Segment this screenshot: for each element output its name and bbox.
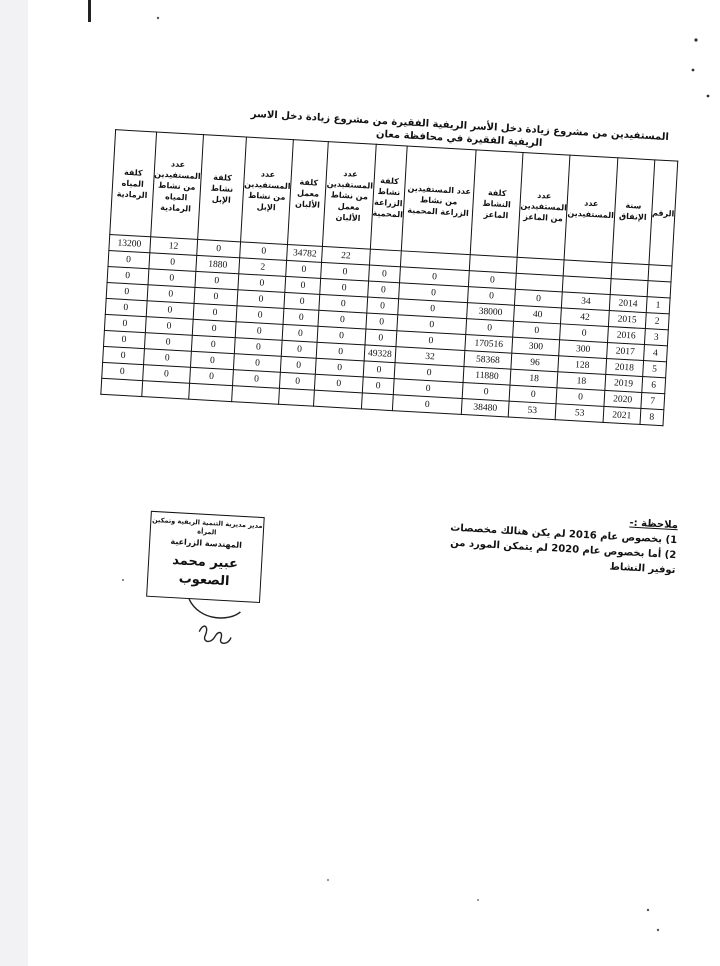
table-cell: 0 [234,338,282,357]
table-cell [100,378,142,396]
table-cell: 0 [321,262,369,281]
table-cell [314,390,362,409]
table-cell: 0 [318,310,366,329]
stamp-line: المهندسة الزراعية [170,536,243,550]
header-cell: كلفة نشاط الإبل [198,135,247,242]
table-cell: 0 [399,283,469,303]
table-cell: 6 [642,376,666,393]
table-cell: 0 [282,340,318,358]
header-cell: سنة الإنفاق [612,158,655,265]
table-cell [189,383,233,401]
table-cell: 0 [235,322,283,341]
table-cell: 0 [195,271,239,289]
table-cell: 0 [147,285,195,304]
table-cell: 0 [281,356,317,374]
table-cell: 0 [366,313,398,331]
table-cell: 2018 [605,358,643,376]
table-cell: 0 [192,319,236,337]
table-cell: 0 [400,267,470,287]
table-cell: 0 [104,314,146,332]
table-cell: 2014 [609,295,647,313]
table-cell: 0 [143,349,191,368]
table-cell: 40 [514,305,562,324]
table-cell: 0 [236,306,284,325]
table-cell: 0 [286,260,322,278]
table-cell: 0 [283,308,319,326]
table-cell: 2015 [608,311,646,329]
table-cell: 2020 [604,390,642,408]
table-cell: 0 [556,388,604,407]
header-cell: كلفة المياه الرمادية [109,130,156,237]
table-cell: 0 [315,374,363,393]
table-cell: 11880 [463,367,511,386]
table-cell: 0 [462,382,510,401]
table-cell: 0 [466,319,514,338]
header-cell: عدد المستفيدين من نشاط معمل الألبان [323,142,376,249]
table-cell: 22 [322,246,370,265]
table-cell: 0 [284,292,320,310]
table-cell: 0 [103,330,145,348]
table-cell: 18 [557,372,605,391]
stamp-line: مدير مديرية التنمية الريفية وتمكين المرأة [151,515,263,537]
table-cell: 0 [393,379,463,399]
table-cell: 2 [645,313,669,330]
table-cell: 0 [366,297,398,315]
table-cell: 0 [102,346,144,364]
table-cell: 2016 [607,327,645,345]
table-cell: 0 [148,269,196,288]
table-cell: 0 [190,351,234,369]
header-cell: كلفة نشاط الزراعة المحمية [370,144,407,251]
table-cell: 2 [239,258,287,277]
table-cell: 53 [508,401,556,420]
table-cell: 0 [191,335,235,353]
table-cell: 0 [396,331,466,351]
table-cell: 0 [280,372,316,390]
table-cell: 0 [105,298,147,316]
note-item: 2) أما بخصوص عام 2020 لم يتمكن المورد من توفير النشاط [450,537,677,577]
table-cell: 0 [394,363,464,383]
table-cell: 53 [556,404,604,423]
table-cell [279,388,315,406]
table-cell: 5 [642,361,666,378]
table-cell: 3 [644,329,668,346]
table-cell: 38480 [461,398,509,417]
table-cell: 0 [316,342,364,361]
table-cell: 0 [514,289,562,308]
table-cell: 0 [101,362,143,380]
table-cell: 0 [368,265,400,283]
table-cell: 42 [561,308,609,327]
official-stamp [146,511,265,603]
table-cell: 0 [238,274,286,293]
table-cell: 0 [367,281,399,299]
table-cell: 32 [395,347,465,367]
table-body [100,235,671,426]
table-cell: 0 [468,287,516,306]
table-cell: 12 [149,237,197,256]
header-cell: الرقم [649,160,678,266]
handwritten-signature [178,591,261,655]
table-cell: 0 [398,299,468,319]
table-cell: 0 [232,370,280,389]
table-cell: 13200 [108,235,150,253]
header-cell: عدد المستفيدين من نشاط المياه الرمادية [150,132,203,239]
table-cell: 300 [512,337,560,356]
table-cell: 0 [316,358,364,377]
table-cell: 0 [144,333,192,352]
table-cell: 0 [194,287,238,305]
table-cell [361,393,393,411]
table-cell: 0 [142,365,190,384]
table-cell: 0 [282,324,318,342]
table-cell: 0 [145,317,193,336]
table-cell: 0 [362,377,394,395]
table-cell: 0 [392,395,462,415]
table-cell [232,386,280,405]
table-cell: 0 [363,361,395,379]
table-cell [647,281,671,298]
note-item: 1) بخصوص عام 2016 لم يكن هنالك مخصصات [449,522,678,547]
table-cell: 2017 [606,342,644,360]
stamp-name: عبير محمد الصعوب [171,553,239,590]
table-cell: 49328 [364,345,396,363]
table-cell: 0 [106,282,148,300]
table-cell: 2021 [603,406,641,424]
table-cell: 0 [397,315,467,335]
table-cell: 0 [197,239,241,257]
document-title: المستفيدين من مشروع زيادة دخل الأسر الريفية الفقيرة من مشروع زيادة دخل الاسر الريفية الفقيرة في محافظة معان [250,108,670,150]
table-cell: 58368 [464,351,512,370]
table-cell [141,381,189,400]
table-cell: 0 [193,303,237,321]
scanned-page [28,0,720,966]
header-cell: عدد المستفيدين من نشاط الزراعة المحمية [401,146,476,255]
table-cell [648,265,672,282]
notes-section [435,505,678,578]
table-cell: 0 [319,294,367,313]
table-cell: 7 [641,392,665,409]
header-cell: كلفة معمل الألبان [288,140,329,247]
table-cell: 0 [146,301,194,320]
table-cell: 34782 [287,244,323,262]
table-cell: 0 [560,324,608,343]
table-cell: 1880 [196,255,240,273]
table-cell: 0 [237,290,285,309]
table-cell: 170516 [465,335,513,354]
table-cell: 96 [511,353,559,372]
table-cell: 0 [149,253,197,272]
header-cell: عدد المستفيدين [564,155,617,262]
table-cell: 0 [107,266,149,284]
header-cell: عدد المستفيدين من الماعز [517,152,570,259]
table-cell: 0 [108,250,150,268]
header-cell: عدد المستفيدين من نشاط الإبل [241,137,294,244]
table-cell: 18 [510,369,558,388]
table-cell: 0 [513,321,561,340]
beneficiaries-table [100,129,678,426]
table-cell: 0 [285,276,321,294]
table-cell: 4 [643,345,667,362]
table-cell: 1 [646,297,670,314]
table-cell: 0 [320,278,368,297]
table-cell [369,249,401,267]
notes-heading: ملاحظة :- [629,517,679,532]
table-cell: 0 [240,242,288,261]
table-cell: 2019 [605,374,643,392]
table-cell: 38000 [467,303,515,322]
table-cell: 0 [468,271,516,290]
table-cell: 0 [509,385,557,404]
table-cell: 0 [365,329,397,347]
table-cell: 0 [317,326,365,345]
table-cell: 8 [640,408,664,425]
table-cell: 34 [562,292,610,311]
document-content [28,0,720,966]
table-cell: 300 [559,340,607,359]
table-cell: 128 [558,356,606,375]
table-cell: 0 [190,367,234,385]
table-cell: 0 [233,354,281,373]
header-cell: كلفة النشاط الماعز [470,150,523,257]
